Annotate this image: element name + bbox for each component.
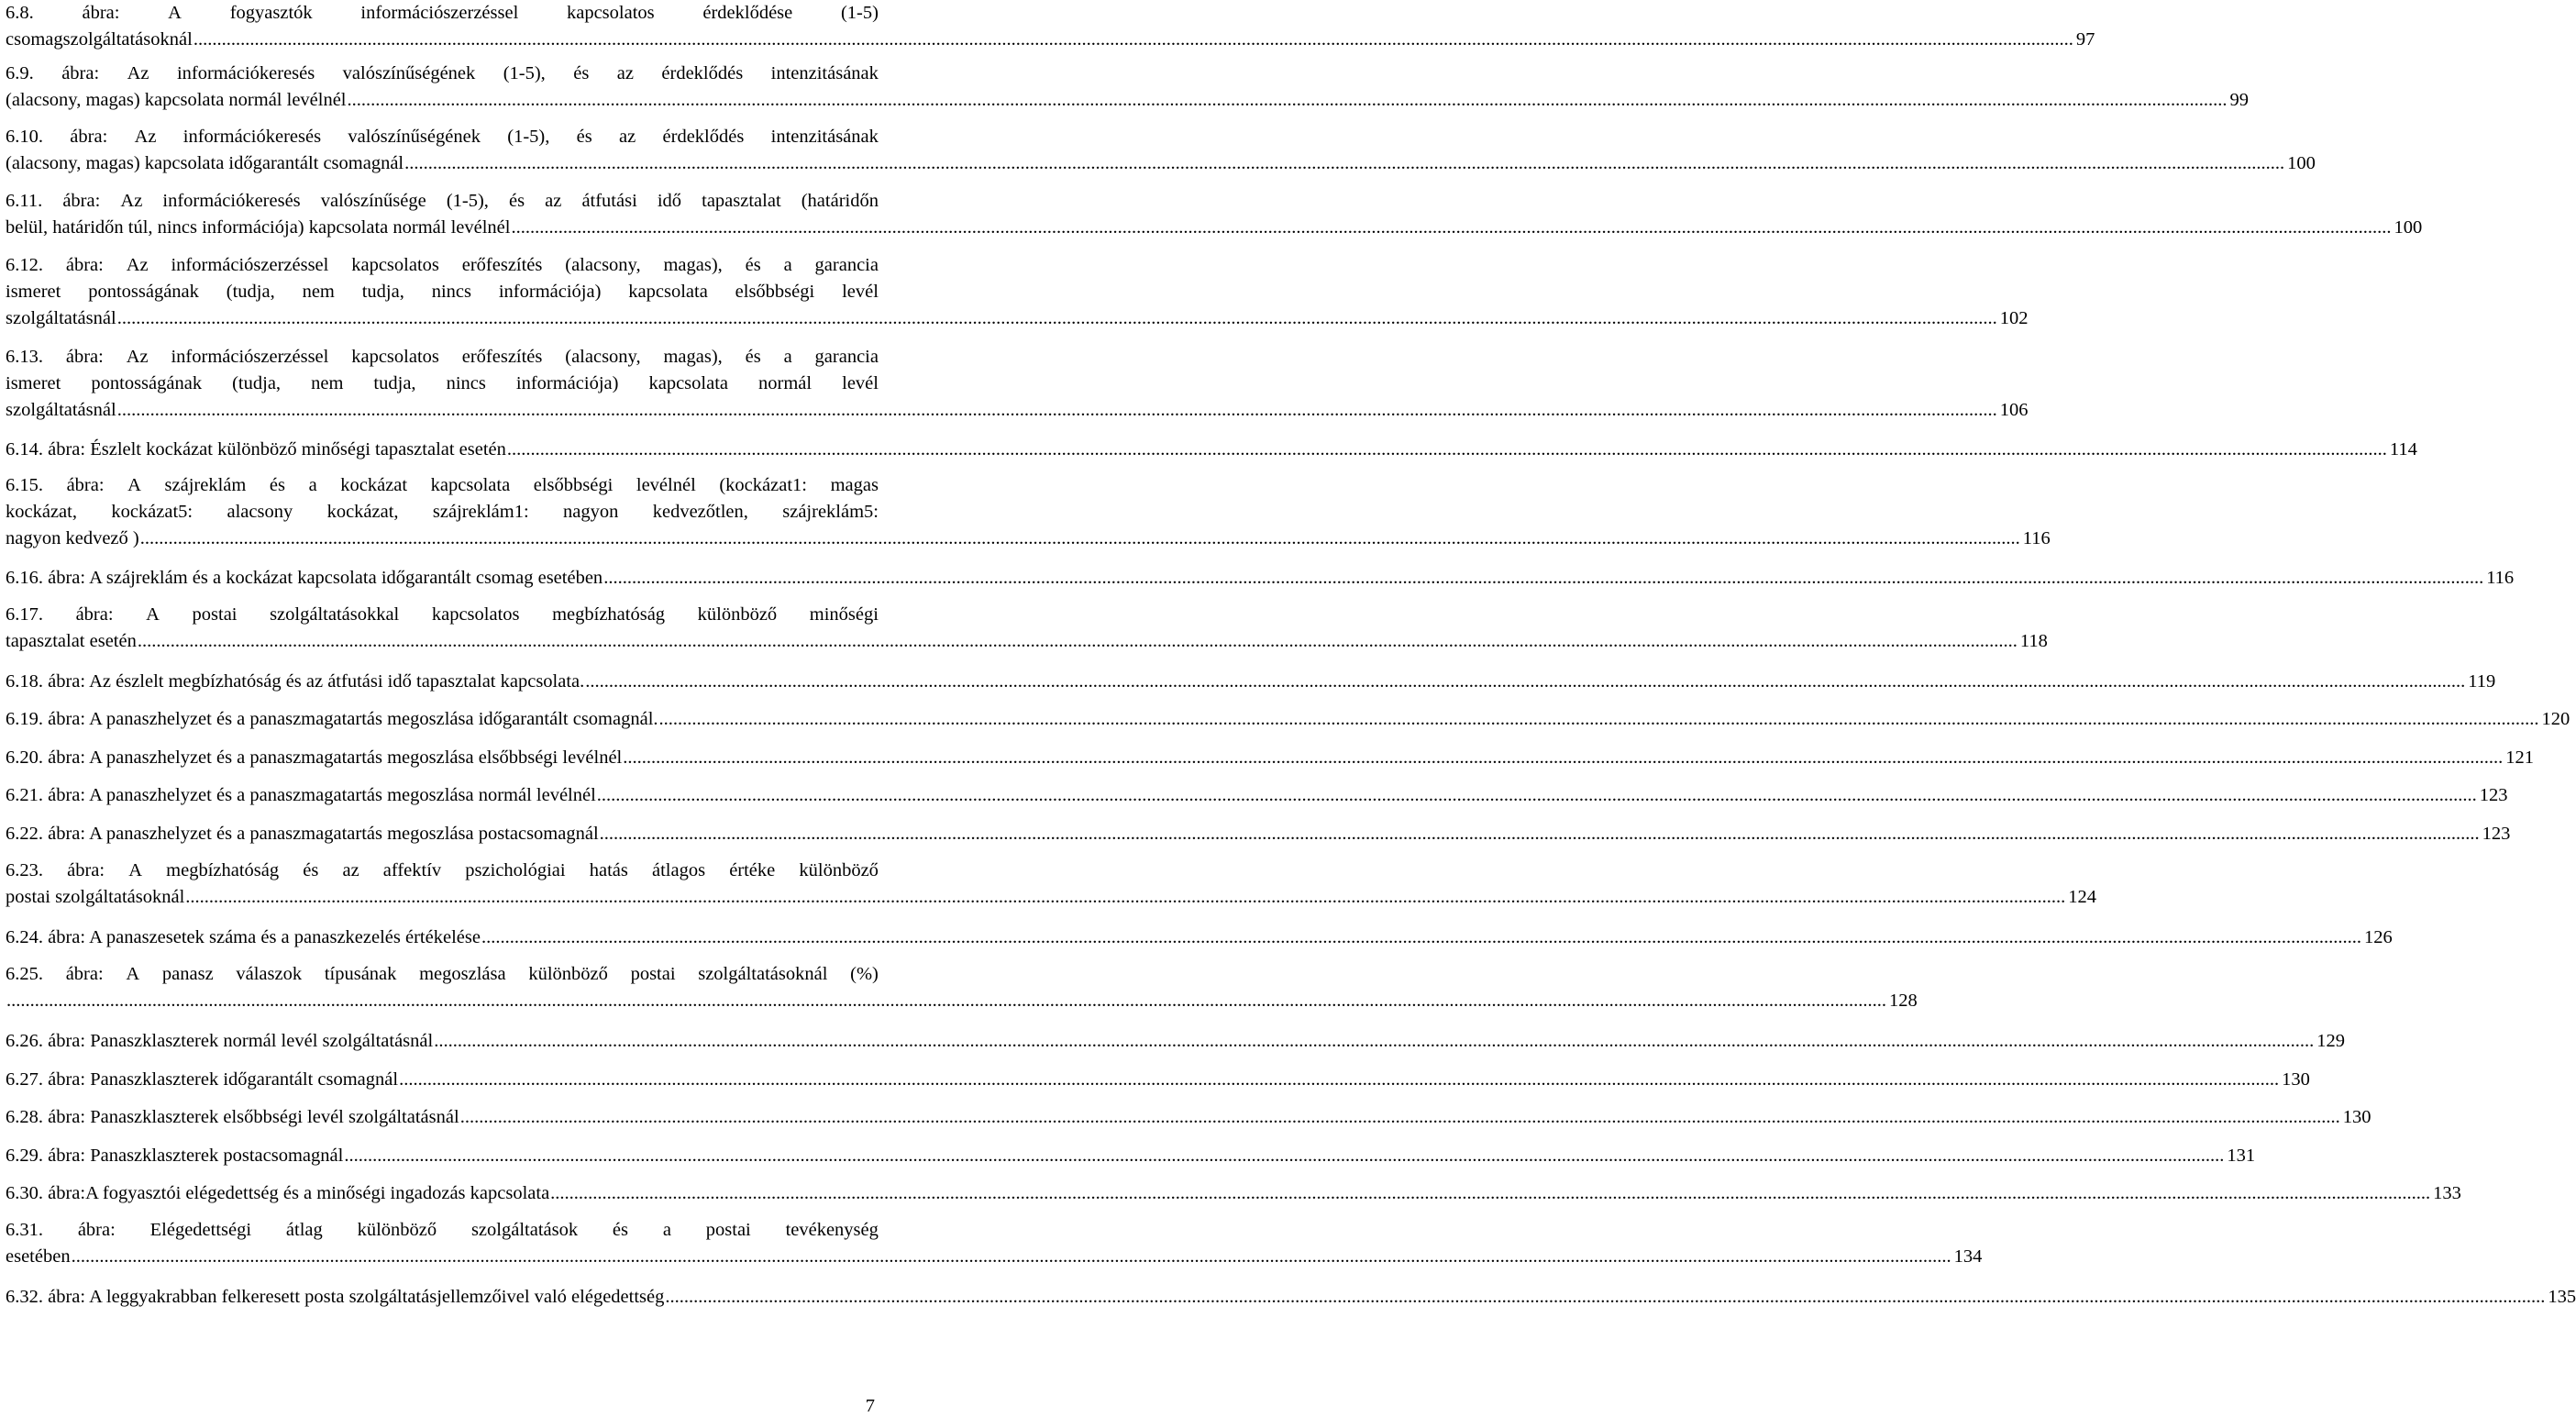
word: erőfeszítés (461, 347, 543, 367)
toc-entry-text: belül, határidőn túl, nincs információja) kapcsolata normál levélnél (6, 217, 511, 238)
toc-entry-line (6, 397, 2029, 424)
toc-entry-page-number: 121 (2505, 747, 2535, 768)
word: az (342, 860, 359, 880)
word: erőfeszítés (461, 255, 543, 275)
toc-entry-line (6, 1028, 2345, 1055)
word: pszichológiai (465, 860, 566, 880)
dot-leader: ................................................................................................................................................................................................................................................................................................................................................................................................................ (550, 1183, 2431, 1203)
toc-entry-line (6, 884, 2097, 911)
toc-entry-text: 6.16. ábra: A szájreklám és a kockázat kapcsolata időgarantált csomag esetében (6, 568, 603, 588)
dot-leader: ................................................................................................................................................................................................................................................................................................................................................................................................................ (193, 29, 2073, 50)
toc-entry[interactable] (6, 1104, 2371, 1131)
dot-leader: ................................................................................................................................................................................................................................................................................................................................................................................................................ (347, 90, 2228, 110)
word: szolgáltatásokkal (270, 604, 400, 625)
word: intenzitásának (770, 63, 879, 83)
word: a (783, 347, 792, 367)
word: ábra: (62, 191, 101, 211)
word: tudja, (361, 282, 404, 302)
word: (1-5), (507, 127, 550, 147)
word: (tudja, (226, 282, 275, 302)
toc-entry-line (6, 371, 879, 397)
word: ábra: (65, 255, 104, 275)
word: ábra: (65, 347, 104, 367)
dot-leader: ................................................................................................................................................................................................................................................................................................................................................................................................................ (603, 568, 2484, 588)
word: magas), (663, 347, 723, 367)
word: 6.13. (6, 347, 43, 367)
word: minőségi (809, 604, 879, 625)
word: szolgáltatásoknál (698, 964, 828, 984)
word: ismeret (6, 373, 61, 393)
word: a (783, 255, 792, 275)
word: ábra: (70, 127, 108, 147)
toc-entry[interactable] (6, 669, 2496, 695)
toc-entry[interactable] (6, 565, 2515, 592)
word: garancia (814, 347, 879, 367)
toc-entry[interactable] (6, 252, 2029, 332)
word: kockázat, (6, 502, 77, 522)
word: megbízhatóság (166, 860, 280, 880)
toc-entry-line (6, 305, 2029, 332)
word: kapcsolatos (351, 255, 439, 275)
word: és (576, 127, 592, 147)
word: affektív (382, 860, 442, 880)
dot-leader: ................................................................................................................................................................................................................................................................................................................................................................................................................ (344, 1146, 2225, 1166)
toc-entry-page-number: 134 (1953, 1246, 1983, 1267)
word: ábra: (65, 964, 104, 984)
word: tudja, (373, 373, 416, 393)
word: megoszlása (419, 964, 506, 984)
toc-entry[interactable] (6, 188, 2423, 241)
word: ismeret (6, 282, 61, 302)
word: átfutási (581, 191, 637, 211)
word: szájreklám5: (782, 502, 879, 522)
toc-entry[interactable] (6, 1028, 2345, 1055)
toc-entry[interactable] (6, 1067, 2310, 1093)
dot-leader: ................................................................................................................................................................................................................................................................................................................................................................................................................ (506, 439, 2387, 459)
word: nincs (431, 282, 471, 302)
word: Az (134, 127, 157, 147)
word: kockázat (340, 475, 408, 495)
toc-entry-text: 6.20. ábra: A panaszhelyzet és a panaszmagatartás megoszlása elsőbbségi levélnél (6, 747, 623, 768)
toc-entry-page-number: 116 (2486, 568, 2515, 588)
word: Az (120, 191, 143, 211)
word: ábra: (82, 3, 120, 23)
dot-leader: ................................................................................................................................................................................................................................................................................................................................................................................................................ (399, 1069, 2280, 1090)
toc-entry-line (6, 988, 1918, 1014)
word: (alacsony, (565, 255, 641, 275)
dot-leader: ................................................................................................................................................................................................................................................................................................................................................................................................................ (459, 1107, 2340, 1127)
word: az (619, 127, 636, 147)
word: típusának (324, 964, 397, 984)
dot-leader: ................................................................................................................................................................................................................................................................................................................................................................................................................ (434, 1031, 2315, 1051)
toc-entry-line (6, 602, 879, 628)
word: információszerzéssel (171, 255, 329, 275)
word: információkeresés (182, 127, 322, 147)
toc-entry-text: szolgáltatásnál (6, 308, 116, 328)
word: magas (830, 475, 879, 495)
word: nincs (446, 373, 486, 393)
word: A (146, 604, 160, 625)
word: információja) (515, 373, 619, 393)
toc-entry-line (6, 1180, 2461, 1207)
word: levél (842, 373, 879, 393)
word: (%) (850, 964, 879, 984)
toc-entry[interactable] (6, 1180, 2461, 1207)
dot-leader: ................................................................................................................................................................................................................................................................................................................................................................................................................ (596, 785, 2477, 805)
toc-entry[interactable] (6, 344, 2029, 424)
word: és (745, 347, 761, 367)
word: pontosságának (91, 373, 203, 393)
toc-entry-page-number: 130 (2282, 1069, 2310, 1090)
word: elsőbbségi (735, 282, 815, 302)
toc-entry-text: 6.26. ábra: Panaszklaszterek normál levél szolgáltatásnál (6, 1031, 434, 1051)
toc-entry[interactable] (6, 858, 2097, 911)
toc-entry-text: szolgáltatásnál (6, 400, 116, 420)
toc-entry-line (6, 279, 879, 305)
toc-entry[interactable] (6, 924, 2393, 951)
word: A (168, 3, 182, 23)
toc-entry-text: 6.29. ábra: Panaszklaszterek postacsomagnál (6, 1146, 344, 1166)
toc-entry[interactable] (6, 1284, 2576, 1311)
word: postai (630, 964, 676, 984)
word: kedvezőtlen, (652, 502, 748, 522)
word: kapcsolatos (431, 604, 520, 625)
word: és (269, 475, 285, 495)
toc-entry-text: 6.27. ábra: Panaszklaszterek időgarantált csomagnál (6, 1069, 399, 1090)
word: átlag (285, 1220, 323, 1240)
toc-entry-page-number: 124 (2068, 887, 2097, 907)
toc-entry-page-number: 128 (1889, 991, 1918, 1011)
dot-leader: ................................................................................................................................................................................................................................................................................................................................................................................................................ (665, 1287, 2546, 1307)
word: az (545, 191, 562, 211)
word: A (128, 860, 143, 880)
toc-entry-line (6, 526, 2051, 552)
word: 6.15. (6, 475, 43, 495)
dot-leader: ................................................................................................................................................................................................................................................................................................................................................................................................................ (6, 991, 1886, 1011)
toc-entry-line (6, 565, 2515, 592)
word: és (612, 1220, 628, 1240)
toc-entry-line (6, 1067, 2310, 1093)
toc-entry-line (6, 669, 2496, 695)
word: alacsony (227, 502, 293, 522)
word: (1-5), (503, 63, 546, 83)
toc-entry-page-number: 99 (2229, 90, 2250, 110)
word: információja) (498, 282, 602, 302)
word: kapcsolata (628, 282, 708, 302)
toc-entry-line (6, 472, 879, 499)
toc-entry[interactable] (6, 821, 2511, 847)
word: különböző (799, 860, 879, 880)
toc-entry-page-number: 130 (2342, 1107, 2371, 1127)
toc-entry-line (6, 437, 2417, 463)
toc-entry-text: 6.32. ábra: A leggyakrabban felkeresett posta szolgáltatásjellemzőivel való elégedettség (6, 1287, 665, 1307)
toc-entry-page-number: 100 (2287, 153, 2316, 173)
word: Az (126, 347, 149, 367)
word: ábra: (77, 1220, 116, 1240)
toc-entry-page-number: 114 (2389, 439, 2417, 459)
word: 6.9. (6, 63, 34, 83)
dot-leader: ................................................................................................................................................................................................................................................................................................................................................................................................................ (139, 528, 2020, 548)
word: (kockázat1: (719, 475, 807, 495)
toc-entry-page-number: 97 (2075, 29, 2095, 50)
word: értéke (729, 860, 776, 880)
word: (alacsony, (565, 347, 641, 367)
word: információszerzéssel (171, 347, 329, 367)
toc-entry[interactable] (6, 472, 2051, 552)
toc-entry-line (6, 215, 2423, 241)
toc-entry-line (6, 61, 879, 87)
toc-entry-text: (alacsony, magas) kapcsolata normál levélnél (6, 90, 347, 110)
toc-entry-line (6, 87, 2250, 114)
word: és (303, 860, 319, 880)
page-number: 7 (865, 1396, 875, 1416)
word: 6.25. (6, 964, 43, 984)
word: információszerzéssel (360, 3, 519, 23)
toc-entry-text: csomagszolgáltatásoknál (6, 29, 193, 50)
word: kapcsolatos (351, 347, 439, 367)
toc-entry-page-number: 119 (2468, 671, 2496, 692)
toc-entry-line (6, 252, 879, 279)
word: érdeklődése (702, 3, 793, 23)
toc-entry-text: (alacsony, magas) kapcsolata időgarantált csomagnál (6, 153, 404, 173)
toc-entry-page-number: 126 (2363, 927, 2393, 947)
toc-entry-text: postai szolgáltatásoknál (6, 887, 185, 907)
toc-entry-line (6, 124, 879, 150)
toc-entry-text: tapasztalat esetén (6, 631, 137, 651)
word: (határidőn (801, 191, 879, 211)
toc-entry-line (6, 924, 2393, 951)
word: valószínűségének (342, 63, 476, 83)
toc-entry-line (6, 706, 2570, 733)
toc-entry-page-number: 133 (2433, 1183, 2461, 1203)
toc-entry-line (6, 1244, 1983, 1270)
dot-leader: ................................................................................................................................................................................................................................................................................................................................................................................................................ (481, 927, 2361, 947)
word: 6.10. (6, 127, 43, 147)
word: tapasztalat (702, 191, 781, 211)
word: 6.12. (6, 255, 43, 275)
toc-entry-page-number: 123 (2482, 824, 2511, 844)
word: elsőbbségi (533, 475, 614, 495)
word: 6.17. (6, 604, 43, 625)
word: ábra: (61, 63, 100, 83)
word: válaszok (236, 964, 303, 984)
word: nagyon (563, 502, 619, 522)
word: információkeresés (176, 63, 315, 83)
toc-entry-text: 6.21. ábra: A panaszhelyzet és a panaszmagatartás megoszlása normál levélnél (6, 785, 596, 805)
word: (tudja, (232, 373, 282, 393)
word: A (127, 475, 141, 495)
toc-entry-line (6, 344, 879, 371)
toc-entry-text: 6.30. ábra:A fogyasztói elégedettség és a minőségi ingadozás kapcsolata (6, 1183, 550, 1203)
toc-entry-line (6, 1284, 2576, 1311)
toc-entry-line (6, 1143, 2256, 1169)
dot-leader: ................................................................................................................................................................................................................................................................................................................................................................................................................ (511, 217, 2392, 238)
word: nem (311, 373, 344, 393)
word: kockázat, (326, 502, 399, 522)
word: ábra: (66, 475, 105, 495)
toc-entry-line (6, 0, 879, 27)
word: valószínűsége (320, 191, 426, 211)
word: a (308, 475, 317, 495)
word: fogyasztók (229, 3, 313, 23)
toc-entry-page-number: 123 (2479, 785, 2508, 805)
dot-leader: ................................................................................................................................................................................................................................................................................................................................................................................................................ (137, 631, 2018, 651)
toc-entry-line (6, 188, 879, 215)
toc-entry-line (6, 499, 879, 526)
dot-leader: ................................................................................................................................................................................................................................................................................................................................................................................................................ (71, 1246, 1951, 1267)
word: az (616, 63, 634, 83)
word: panasz (161, 964, 214, 984)
word: (1-5), (446, 191, 489, 211)
word: kapcsolata (430, 475, 511, 495)
dot-leader: ................................................................................................................................................................................................................................................................................................................................................................................................................ (599, 824, 2480, 844)
toc-entry-page-number: 120 (2541, 709, 2570, 729)
toc-entry-page-number: 100 (2394, 217, 2423, 238)
word: és (745, 255, 761, 275)
toc-entry[interactable] (6, 124, 2316, 177)
toc-entry-line (6, 150, 2316, 177)
word: különböző (357, 1220, 437, 1240)
word: megbízhatóság (552, 604, 666, 625)
dot-leader: ................................................................................................................................................................................................................................................................................................................................................................................................................ (658, 709, 2539, 729)
dot-leader: ................................................................................................................................................................................................................................................................................................................................................................................................................ (185, 887, 2066, 907)
word: hatás (589, 860, 628, 880)
toc-entry-text: 6.28. ábra: Panaszklaszterek elsőbbségi levél szolgáltatásnál (6, 1107, 459, 1127)
toc-entry[interactable] (6, 1143, 2256, 1169)
word: postai (192, 604, 238, 625)
word: Elégedettségi (149, 1220, 252, 1240)
word: levél (842, 282, 879, 302)
toc-entry-page-number: 116 (2022, 528, 2051, 548)
word: garancia (814, 255, 879, 275)
toc-entry-line (6, 961, 879, 988)
dot-leader: ................................................................................................................................................................................................................................................................................................................................................................................................................ (585, 671, 2466, 692)
toc-entry[interactable] (6, 706, 2570, 733)
toc-entry-line (6, 745, 2535, 771)
word: tevékenység (785, 1220, 879, 1240)
toc-entry-line (6, 1104, 2371, 1131)
word: valószínűségének (348, 127, 481, 147)
toc-entry-page-number: 106 (1999, 400, 2029, 420)
toc-entry[interactable] (6, 782, 2508, 809)
toc-entry[interactable] (6, 961, 1918, 1014)
toc-entry-line (6, 821, 2511, 847)
word: kapcsolata (648, 373, 728, 393)
toc-entry-text: 6.18. ábra: Az észlelt megbízhatóság és az átfutási idő tapasztalat kapcsolata. (6, 671, 585, 692)
word: magas), (663, 255, 723, 275)
word: nem (302, 282, 335, 302)
toc-entry-text: 6.14. ábra: Észlelt kockázat különböző minőségi tapasztalat esetén (6, 439, 506, 459)
word: érdeklődés (661, 63, 744, 83)
word: különböző (528, 964, 608, 984)
word: Az (127, 63, 149, 83)
word: átlagos (651, 860, 706, 880)
toc-entry-text: esetében (6, 1246, 71, 1267)
toc-entry-text: nagyon kedvező ) (6, 528, 139, 548)
toc-entry-line (6, 1217, 879, 1244)
toc-entry[interactable] (6, 1217, 1983, 1270)
toc-entry-text: 6.24. ábra: A panaszesetek száma és a panaszkezelés értékelése (6, 927, 481, 947)
word: 6.11. (6, 191, 43, 211)
word: és (573, 63, 590, 83)
word: kockázat5: (111, 502, 193, 522)
word: intenzitásának (770, 127, 879, 147)
toc-entry[interactable] (6, 745, 2535, 771)
word: szájreklám (164, 475, 247, 495)
toc-entry-line (6, 858, 879, 884)
toc-entry-page-number: 118 (2019, 631, 2048, 651)
word: pontosságának (88, 282, 199, 302)
toc-entry-text: 6.22. ábra: A panaszhelyzet és a panaszmagatartás megoszlása postacsomagnál (6, 824, 599, 844)
dot-leader: ................................................................................................................................................................................................................................................................................................................................................................................................................ (116, 400, 1997, 420)
word: információkeresés (162, 191, 301, 211)
word: kapcsolatos (566, 3, 655, 23)
toc-entry-text: 6.19. ábra: A panaszhelyzet és a panaszmagatartás megoszlása időgarantált csomagnál. (6, 709, 658, 729)
toc-entry-page-number: 135 (2548, 1287, 2576, 1307)
toc-entry-line (6, 27, 2095, 53)
word: levélnél (636, 475, 696, 495)
word: szájreklám1: (432, 502, 529, 522)
toc-entry-line (6, 782, 2508, 809)
word: idő (657, 191, 682, 211)
word: 6.23. (6, 860, 43, 880)
toc-entry[interactable] (6, 61, 2250, 114)
word: postai (705, 1220, 751, 1240)
word: a (662, 1220, 671, 1240)
toc-entry-page-number: 131 (2227, 1146, 2256, 1166)
toc-entry[interactable] (6, 602, 2048, 655)
dot-leader: ................................................................................................................................................................................................................................................................................................................................................................................................................ (623, 747, 2504, 768)
word: normál (758, 373, 813, 393)
word: (1-5) (840, 3, 879, 23)
word: érdeklődés (662, 127, 745, 147)
word: ábra: (67, 860, 105, 880)
word: és (509, 191, 525, 211)
toc-entry-line (6, 628, 2048, 655)
dot-leader: ................................................................................................................................................................................................................................................................................................................................................................................................................ (116, 308, 1997, 328)
word: különböző (697, 604, 778, 625)
word: szolgáltatások (470, 1220, 579, 1240)
word: A (126, 964, 140, 984)
word: 6.8. (6, 3, 34, 23)
word: Az (126, 255, 149, 275)
dot-leader: ................................................................................................................................................................................................................................................................................................................................................................................................................ (404, 153, 2285, 173)
toc-entry-page-number: 102 (1999, 308, 2029, 328)
word: ábra: (75, 604, 114, 625)
toc-entry[interactable] (6, 437, 2417, 463)
toc-entry[interactable] (6, 0, 2095, 53)
toc-entry-page-number: 129 (2316, 1031, 2345, 1051)
word: 6.31. (6, 1220, 43, 1240)
